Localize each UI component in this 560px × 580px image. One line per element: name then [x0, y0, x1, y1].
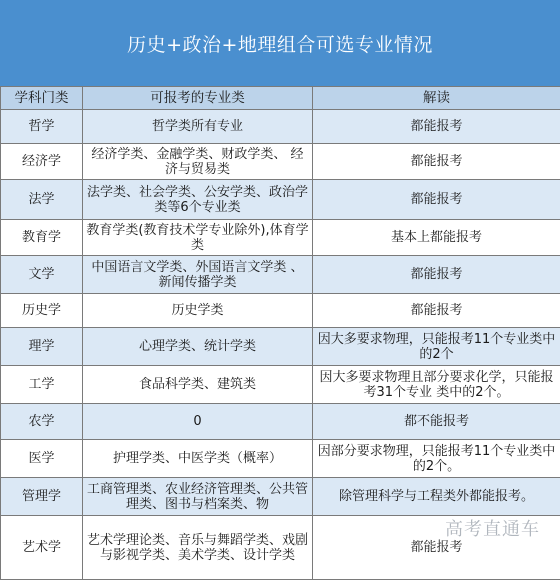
header-note: 解读: [313, 87, 560, 110]
table-row: [1, 404, 560, 440]
cell-category: 教育学: [1, 220, 83, 256]
cell-note: 都能报考: [313, 294, 560, 328]
table-row: [1, 256, 560, 294]
cell-note: 基本上都能报考: [313, 220, 560, 256]
watermark-text: 高考直通车: [445, 515, 540, 541]
table-row: [1, 328, 560, 366]
header-majors: 可报考的专业类: [83, 87, 313, 110]
cell-category: 管理学: [1, 478, 83, 516]
majors-table: [0, 86, 560, 580]
cell-category: 理学: [1, 328, 83, 366]
cell-majors: 食品科学类、建筑类: [83, 366, 313, 404]
cell-note: 因大多要求物理且部分要求化学，只能报考31个专业 类中的2个。: [313, 366, 560, 404]
cell-majors: 心理学类、统计学类: [83, 328, 313, 366]
table-row: [1, 144, 560, 180]
cell-category: 哲学: [1, 110, 83, 144]
cell-majors: 哲学类所有专业: [83, 110, 313, 144]
cell-note: 都能报考: [313, 180, 560, 220]
cell-majors: 工商管理类、农业经济管理类、公共管理类、图书与档案类、物: [83, 478, 313, 516]
table-row: [1, 110, 560, 144]
cell-category: 历史学: [1, 294, 83, 328]
cell-majors: 中国语言文学类、外国语言文学类 、新闻传播学类: [83, 256, 313, 294]
header-category: 学科门类: [1, 87, 83, 110]
cell-majors: 护理学类、中医学类（概率）: [83, 440, 313, 478]
table-row: [1, 180, 560, 220]
cell-note: 因部分要求物理，只能报考11个专业类中的2个。: [313, 440, 560, 478]
cell-note: 都能报考: [313, 516, 560, 580]
page-title: 历史+政治+地理组合可选专业情况: [0, 0, 560, 86]
cell-category: 文学: [1, 256, 83, 294]
cell-note: 都能报考: [313, 110, 560, 144]
cell-category: 农学: [1, 404, 83, 440]
cell-majors: 教育学类(教育技术学专业除外),体育学类: [83, 220, 313, 256]
table-row: [1, 366, 560, 404]
table-row: [1, 220, 560, 256]
cell-majors: 艺术学理论类、音乐与舞蹈学类、戏剧与影视学类、美术学类、设计学类: [83, 516, 313, 580]
cell-category: 工学: [1, 366, 83, 404]
table-row: [1, 478, 560, 516]
cell-note: 都能报考: [313, 256, 560, 294]
table-row: [1, 294, 560, 328]
table-row: [1, 440, 560, 478]
cell-majors: 0: [83, 404, 313, 440]
cell-note: 因大多要求物理，只能报考11个专业类中的2个: [313, 328, 560, 366]
cell-note: 都能报考: [313, 144, 560, 180]
cell-note: 除管理科学与工程类外都能报考。: [313, 478, 560, 516]
cell-category: 经济学: [1, 144, 83, 180]
cell-majors: 历史学类: [83, 294, 313, 328]
cell-category: 艺术学: [1, 516, 83, 580]
cell-majors: 法学类、社会学类、公安学类、政治学类等6个专业类: [83, 180, 313, 220]
cell-category: 法学: [1, 180, 83, 220]
table-header-row: [1, 87, 560, 110]
cell-category: 医学: [1, 440, 83, 478]
cell-note: 都不能报考: [313, 404, 560, 440]
cell-majors: 经济学类、金融学类、财政学类、 经济与贸易类: [83, 144, 313, 180]
